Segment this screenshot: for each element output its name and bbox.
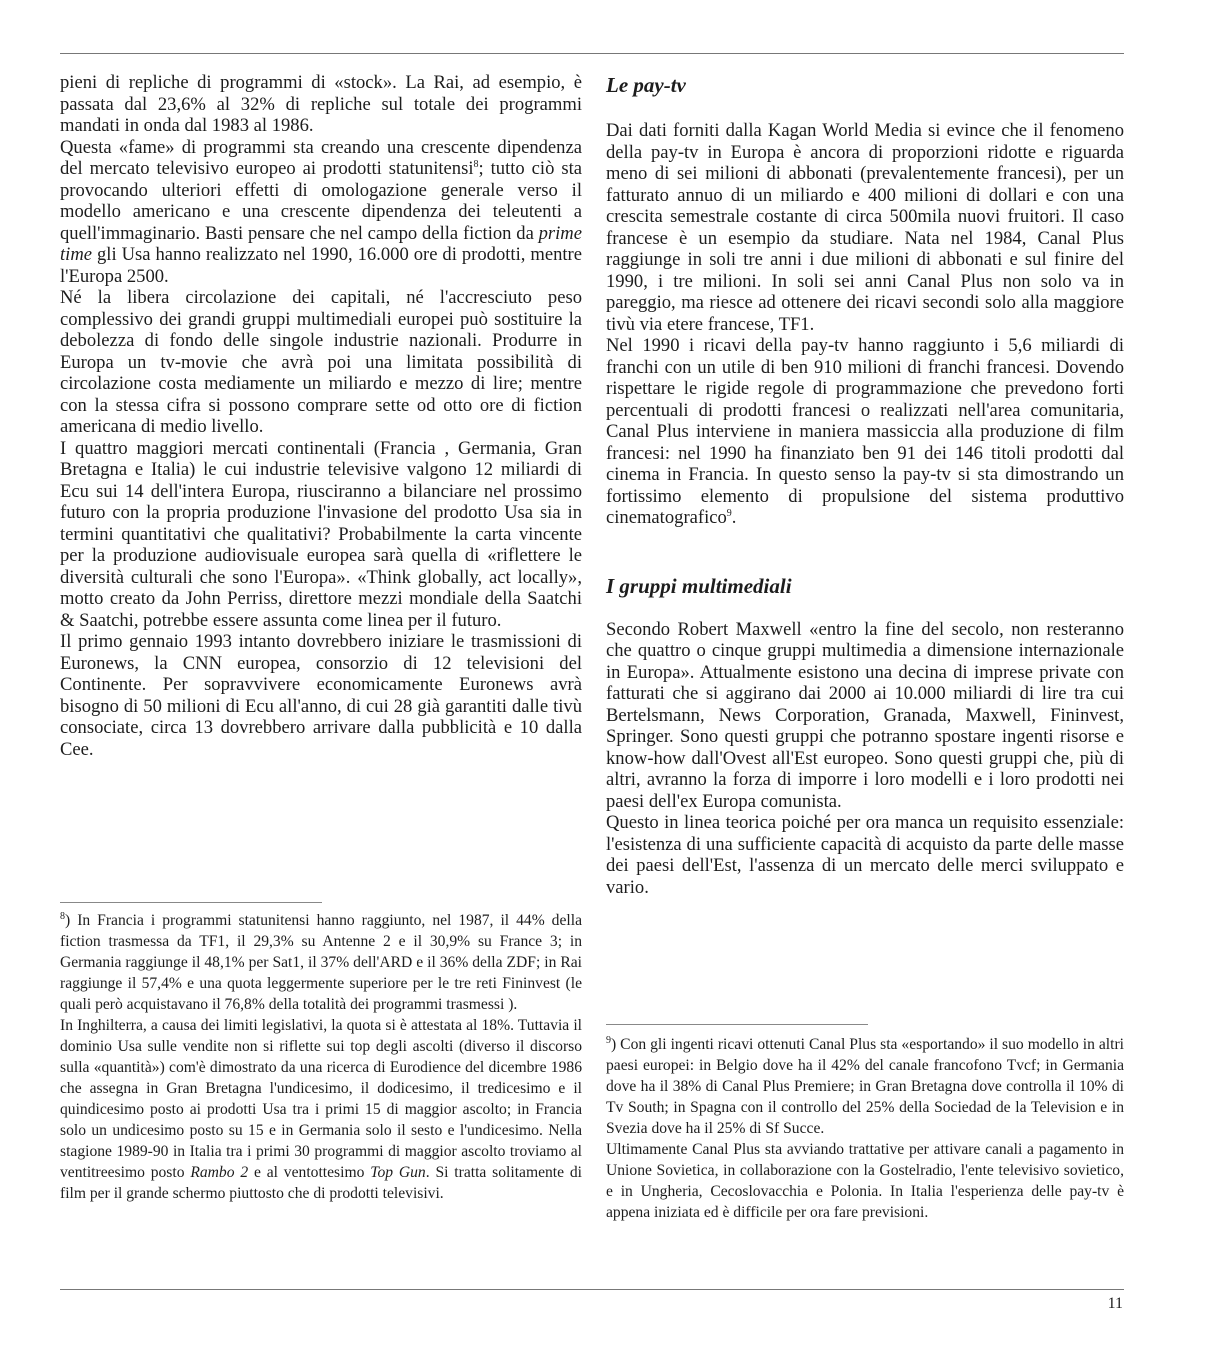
section-heading: Le pay-tv <box>606 73 686 97</box>
body-paragraph: Il primo gennaio 1993 intanto dovrebbero iniziare le trasmissioni di Euronews, la CNN europea, consorzio di 12 televisioni del Continente. Per sopravvivere economicamente Euronews avrà bisogno di 50 milioni di Ecu all'anno, di cui 28 già garantiti dalle tivù consociate, circa 13 dovrebbero arrivare dalla pubblicità e 10 dalla Cee. <box>60 631 582 760</box>
footnote-ref-9[interactable]: 9 <box>726 507 732 519</box>
footnote-paragraph: In Inghilterra, a causa dei limiti legislativi, la quota si è attestata al 18%. Tuttavia il dominio Usa sulle vendite non si riflette sui top degli ascolti (diverso il discorso sulla «quantità») com'è dimostrato da una ricerca di Eurodience del dicembre 1986 che assegna in Gran Bretagna l'undicesimo, il dodicesimo, il tredicesimo e il quindicesimo posto ai prodotti Usa tra i primi 15 di maggior ascolto; in Francia solo un undicesimo posto su 15 e in Germania solo il sesto e l'undicesimo. Nella stagione 1989-90 in Italia tra i primi 30 programmi di maggior ascolto troviamo al ventitreesimo posto Rambo 2 e al ventottesimo Top Gun. Si tratta solitamente di film per il grande schermo piuttosto che di prodotti televisivi. <box>60 1017 583 1202</box>
footnote-paragraph: Ultimamente Canal Plus sta avviando trattative per attivare canali a pagamento in Unione Sovietica, in collaborazione con la Gostelradio, l'ente televisivo sovietico, e in Ungheria, Cecoslovacchia e Polonia. In Italia l'esperienza delle pay-tv è appena iniziata ed è difficile per ora fare previsioni. <box>606 1141 1124 1221</box>
footnote-rule <box>60 902 322 903</box>
body-paragraph: Dai dati forniti dalla Kagan World Media si evince che il fenomeno della pay-tv in Europa è ancora di proporzioni ridotte e riguarda meno di sei milioni di abbonati (prevalentemente francesi), per un fatturato annuo di un miliardo e 400 milioni di dollari e con una crescita semestrale costante di circa 500mila nuovi fruitori. Il caso francese è un esempio da studiare. Nata nel 1984, Canal Plus raggiunge in soli tre anni i due milioni di abbonati e sul finire del 1990, i tre milioni. In soli sei anni Canal Plus non solo va in pareggio, ma riesce ad ottenere dei ricavi secondi solo alla maggiore tivù via etere francese, TF1. <box>606 120 1124 335</box>
left-column <box>60 72 582 760</box>
section-heading: I gruppi multimediali <box>606 573 792 598</box>
footnote-9 <box>606 1034 1124 1223</box>
body-paragraph: pieni di repliche di programmi di «stock». La Rai, ad esempio, è passata dal 23,6% al 32% di repliche sul totale dei programmi mandati in onda dal 1983 al 1986. <box>60 72 582 136</box>
body-paragraph: Secondo Robert Maxwell «entro la fine del secolo, non resteranno che quattro o cinque gruppi multimedia a dimensione internazionale in Europa». Attualmente esistono una decina di imprese private con fatturati che si aggirano dai 2000 ai 10.000 miliardi di lire tra cui Bertelsmann, News Corporation, Granada, Maxwell, Fininvest, Springer. Sono questi gruppi che potranno spostare ingenti risorse e know-how dall'Ovest all'Est europeo. Sono questi gruppi che, più di altri, avranno la forza di imporre i loro modelli e i loro prodotti nei paesi dell'ex Europa comunista. <box>606 618 1124 812</box>
body-paragraph: Questo in linea teorica poiché per ora manca un requisito essenziale: l'esistenza di una sufficiente capacità di acquisto da parte delle masse dei paesi dell'Est, l'assenza di un mercato delle merci sviluppato e vario. <box>606 812 1124 898</box>
footnote-paragraph: $^8$) In Francia i programmi statunitensi hanno raggiunto, nel 1987, il 44% della fiction trasmessa da TF1, il 29,3% su Antenne 2 e il 30,9% su France 3; in Germania raggiunge il 48,1% per Sat1, il 37% dell'ARD e il 36% della ZDF; in Rai raggiunge il 57,4% e una quota leggermente superiore per le tre reti Fininvest (le quali però acquistavano il 76,8% della totalità dei programmi trasmessi ). <box>60 910 582 1013</box>
footnote-rule <box>606 1024 868 1025</box>
page-number: 11 <box>1107 1295 1123 1312</box>
body-paragraph: I quattro maggiori mercati continentali (Francia , Germania, Gran Bretagna e Italia) le cui industrie televisive valgono 12 miliardi di Ecu sui 14 dell'intera Europa, riusciranno a bilanciare nel prossimo futuro con la propria produzione l'invasione del prodotto Usa sia in termini quantitativi che qualitativi? Probabilmente la carta vincente per la produzione audiovisuale europea sarà quella di «riflettere le diversità culturali che sono l'Europa». «Think globally, act locally», motto creato da John Perriss, direttore mezzi mondiale della Saatchi & Saatchi, potrebbe essere assunta come linea per il futuro. <box>60 437 582 631</box>
bottom-rule <box>60 1289 1124 1290</box>
body-paragraph: Questa «fame» di programmi sta creando una crescente dipendenza del mercato televisivo europeo ai prodotti statunitensi$^8$; tutto ciò sta provocando ulteriori effetti di omologazione generale verso il modello americano e una crescente dipendenza dei teleutenti a quell'immaginario. Basti pensare che nel campo della fiction da prime time gli Usa hanno realizzato nel 1990, 16.000 ore di prodotti, mentre l'Europa 2500. <box>60 136 582 287</box>
body-paragraph: Nel 1990 i ricavi della pay-tv hanno raggiunto i 5,6 miliardi di franchi con un utile di ben 910 milioni di franchi francesi. Dovendo rispettare le rigide regole di programmazione che prevedono forti percentuali di prodotti francesi o realizzati nell'area comunitaria, Canal Plus interviene in maniera massiccia alla produzione di film francesi: nel 1990 ha finanziato ben 91 dei 146 titoli prodotti dal cinema in Francia. In questo senso la pay-tv si sta dimostrando un fortissimo elemento di propulsione del sistema produttivo cinematografico$^9$. <box>606 335 1124 528</box>
body-paragraph: Né la libera circolazione dei capitali, né l'accresciuto peso complessivo dei grandi gruppi multimediali europei può sostituire la debolezza di fondo delle singole industrie nazionali. Produrre in Europa un tv-movie che avrà poi una limitata possibilità di circolazione costa mediamente un miliardo e mezzo di lire; mentre con la stessa cifra si possono comprare sette od otto ore di fiction americana di medio livello. <box>60 287 582 437</box>
top-rule <box>60 53 1124 54</box>
footnote-ref-8[interactable]: 8 <box>473 158 479 170</box>
right-column <box>606 72 1124 898</box>
footnote-paragraph: $^9$) Con gli ingenti ricavi ottenuti Canal Plus sta «esportando» il suo modello in altri paesi europei: in Belgio dove ha il 42% del canale francofono Tvcf; in Germania dove ha il 38% di Canal Plus Premiere; in Gran Bretagna dove controlla il 10% di Tv South; in Spagna con il controllo del 25% della Sociedad de la Television e in Svezia dove ha il 25% di Sf Succe. <box>606 1034 1124 1137</box>
footnote-8 <box>60 910 582 1204</box>
